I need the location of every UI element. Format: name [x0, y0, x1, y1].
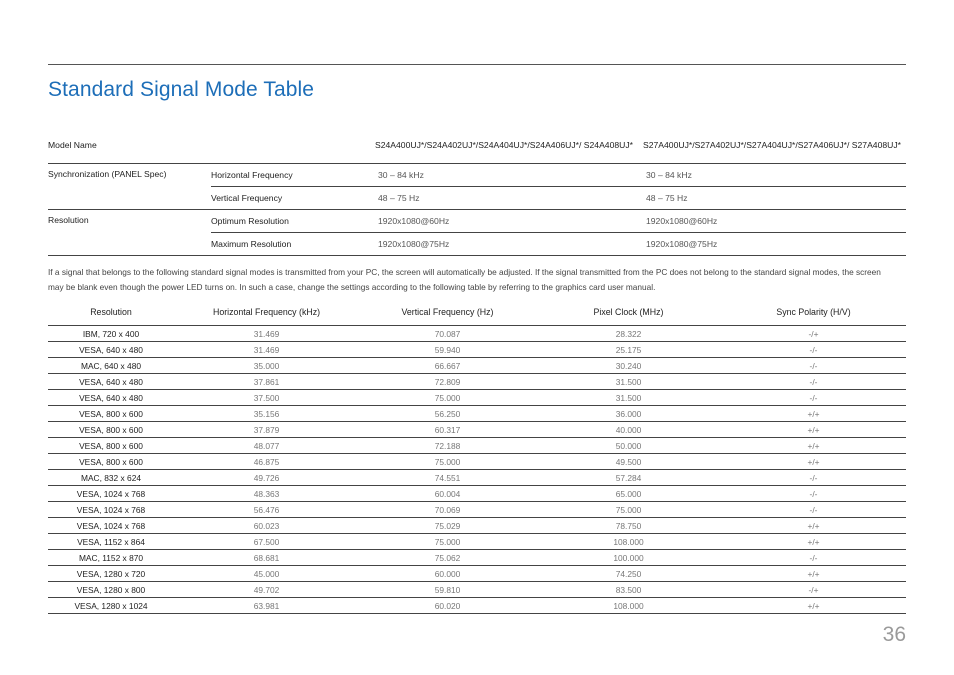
cell-vertical-frequency: 66.667 [359, 358, 536, 374]
cell-resolution: VESA, 1280 x 800 [48, 582, 174, 598]
cell-resolution: MAC, 640 x 480 [48, 358, 174, 374]
table-row [48, 502, 906, 518]
cell-pixel-clock: 49.500 [536, 454, 721, 470]
optimum-resolution-label: Optimum Resolution [211, 210, 375, 233]
cell-pixel-clock: 108.000 [536, 534, 721, 550]
cell-vertical-frequency: 75.000 [359, 390, 536, 406]
table-row [48, 358, 906, 374]
resolution-label: Resolution [48, 210, 211, 256]
spec-row-model [48, 127, 906, 164]
cell-vertical-frequency: 60.020 [359, 598, 536, 614]
cell-sync-polarity: -/- [721, 390, 906, 406]
cell-pixel-clock: 28.322 [536, 326, 721, 342]
table-row [48, 598, 906, 614]
cell-sync-polarity: +/+ [721, 438, 906, 454]
header-resolution: Resolution [48, 299, 174, 326]
cell-vertical-frequency: 75.029 [359, 518, 536, 534]
cell-resolution: MAC, 832 x 624 [48, 470, 174, 486]
cell-sync-polarity: -/+ [721, 326, 906, 342]
cell-horizontal-frequency: 31.469 [174, 326, 359, 342]
cell-pixel-clock: 75.000 [536, 502, 721, 518]
maximum-resolution-label: Maximum Resolution [211, 233, 375, 256]
signal-mode-rows [48, 326, 906, 614]
cell-vertical-frequency: 72.188 [359, 438, 536, 454]
cell-sync-polarity: +/+ [721, 454, 906, 470]
cell-sync-polarity: +/+ [721, 406, 906, 422]
hfreq-b: 30 – 84 kHz [643, 164, 906, 187]
cell-resolution: VESA, 800 x 600 [48, 406, 174, 422]
spec-row-hfreq [48, 164, 906, 187]
cell-resolution: VESA, 1152 x 864 [48, 534, 174, 550]
vfreq-a: 48 – 75 Hz [375, 187, 643, 210]
cell-resolution: VESA, 640 x 480 [48, 374, 174, 390]
cell-horizontal-frequency: 35.000 [174, 358, 359, 374]
header-horizontal-frequency: Horizontal Frequency (kHz) [174, 299, 359, 326]
maximum-resolution-b: 1920x1080@75Hz [643, 233, 906, 256]
cell-sync-polarity: -/- [721, 486, 906, 502]
cell-vertical-frequency: 60.000 [359, 566, 536, 582]
cell-sync-polarity: +/+ [721, 598, 906, 614]
cell-sync-polarity: +/+ [721, 518, 906, 534]
cell-pixel-clock: 30.240 [536, 358, 721, 374]
cell-vertical-frequency: 74.551 [359, 470, 536, 486]
spec-empty-cell [211, 127, 375, 164]
cell-resolution: MAC, 1152 x 870 [48, 550, 174, 566]
cell-vertical-frequency: 75.000 [359, 454, 536, 470]
maximum-resolution-a: 1920x1080@75Hz [375, 233, 643, 256]
table-row [48, 470, 906, 486]
cell-pixel-clock: 31.500 [536, 374, 721, 390]
cell-vertical-frequency: 60.004 [359, 486, 536, 502]
cell-horizontal-frequency: 67.500 [174, 534, 359, 550]
cell-resolution: VESA, 640 x 480 [48, 342, 174, 358]
cell-sync-polarity: +/+ [721, 566, 906, 582]
table-row [48, 406, 906, 422]
cell-resolution: VESA, 1024 x 768 [48, 486, 174, 502]
cell-sync-polarity: -/- [721, 502, 906, 518]
spec-row-opt [48, 210, 906, 233]
cell-resolution: VESA, 800 x 600 [48, 438, 174, 454]
table-row [48, 454, 906, 470]
cell-pixel-clock: 108.000 [536, 598, 721, 614]
cell-horizontal-frequency: 48.363 [174, 486, 359, 502]
table-row [48, 390, 906, 406]
table-row [48, 374, 906, 390]
cell-resolution: VESA, 1280 x 720 [48, 566, 174, 582]
cell-pixel-clock: 31.500 [536, 390, 721, 406]
hfreq-a: 30 – 84 kHz [375, 164, 643, 187]
model-name-label: Model Name [48, 127, 211, 164]
cell-horizontal-frequency: 56.476 [174, 502, 359, 518]
cell-resolution: IBM, 720 x 400 [48, 326, 174, 342]
cell-sync-polarity: -/- [721, 358, 906, 374]
cell-sync-polarity: -/+ [721, 582, 906, 598]
cell-pixel-clock: 83.500 [536, 582, 721, 598]
cell-horizontal-frequency: 49.702 [174, 582, 359, 598]
cell-pixel-clock: 74.250 [536, 566, 721, 582]
header-vertical-frequency: Vertical Frequency (Hz) [359, 299, 536, 326]
cell-horizontal-frequency: 60.023 [174, 518, 359, 534]
cell-vertical-frequency: 75.000 [359, 534, 536, 550]
cell-vertical-frequency: 70.069 [359, 502, 536, 518]
cell-pixel-clock: 100.000 [536, 550, 721, 566]
header-pixel-clock: Pixel Clock (MHz) [536, 299, 721, 326]
cell-resolution: VESA, 1280 x 1024 [48, 598, 174, 614]
cell-sync-polarity: +/+ [721, 534, 906, 550]
table-row [48, 326, 906, 342]
cell-horizontal-frequency: 37.879 [174, 422, 359, 438]
cell-sync-polarity: +/+ [721, 422, 906, 438]
optimum-resolution-b: 1920x1080@60Hz [643, 210, 906, 233]
page-title: Standard Signal Mode Table [48, 78, 315, 101]
vfreq-b: 48 – 75 Hz [643, 187, 906, 210]
cell-pixel-clock: 65.000 [536, 486, 721, 502]
cell-pixel-clock: 36.000 [536, 406, 721, 422]
cell-horizontal-frequency: 63.981 [174, 598, 359, 614]
cell-horizontal-frequency: 31.469 [174, 342, 359, 358]
signal-mode-table [48, 299, 906, 614]
cell-horizontal-frequency: 45.000 [174, 566, 359, 582]
cell-vertical-frequency: 56.250 [359, 406, 536, 422]
page-number: 36 [882, 623, 906, 646]
optimum-resolution-a: 1920x1080@60Hz [375, 210, 643, 233]
signal-mode-header-row [48, 299, 906, 326]
cell-horizontal-frequency: 49.726 [174, 470, 359, 486]
model-name-b: S27A400UJ*/S27A402UJ*/S27A404UJ*/S27A406UJ*/ S27A408UJ* [643, 127, 906, 164]
cell-vertical-frequency: 72.809 [359, 374, 536, 390]
cell-sync-polarity: -/- [721, 342, 906, 358]
sync-label: Synchronization (PANEL Spec) [48, 164, 211, 210]
hfreq-label: Horizontal Frequency [211, 164, 375, 187]
cell-resolution: VESA, 800 x 600 [48, 454, 174, 470]
table-row [48, 534, 906, 550]
top-rule [48, 64, 906, 65]
cell-horizontal-frequency: 68.681 [174, 550, 359, 566]
cell-horizontal-frequency: 48.077 [174, 438, 359, 454]
cell-pixel-clock: 25.175 [536, 342, 721, 358]
cell-pixel-clock: 50.000 [536, 438, 721, 454]
cell-sync-polarity: -/- [721, 374, 906, 390]
table-row [48, 566, 906, 582]
cell-sync-polarity: -/- [721, 470, 906, 486]
table-row [48, 518, 906, 534]
spec-table [48, 127, 906, 256]
cell-horizontal-frequency: 46.875 [174, 454, 359, 470]
header-sync-polarity: Sync Polarity (H/V) [721, 299, 906, 326]
cell-vertical-frequency: 59.810 [359, 582, 536, 598]
table-row [48, 550, 906, 566]
cell-vertical-frequency: 60.317 [359, 422, 536, 438]
cell-resolution: VESA, 640 x 480 [48, 390, 174, 406]
cell-pixel-clock: 78.750 [536, 518, 721, 534]
table-row [48, 422, 906, 438]
table-row [48, 486, 906, 502]
cell-vertical-frequency: 75.062 [359, 550, 536, 566]
table-row [48, 582, 906, 598]
cell-horizontal-frequency: 37.861 [174, 374, 359, 390]
cell-pixel-clock: 40.000 [536, 422, 721, 438]
cell-horizontal-frequency: 37.500 [174, 390, 359, 406]
table-row [48, 342, 906, 358]
cell-resolution: VESA, 1024 x 768 [48, 502, 174, 518]
cell-pixel-clock: 57.284 [536, 470, 721, 486]
cell-vertical-frequency: 70.087 [359, 326, 536, 342]
cell-resolution: VESA, 800 x 600 [48, 422, 174, 438]
model-name-a: S24A400UJ*/S24A402UJ*/S24A404UJ*/S24A406UJ*/ S24A408UJ* [375, 127, 643, 164]
cell-horizontal-frequency: 35.156 [174, 406, 359, 422]
cell-sync-polarity: -/- [721, 550, 906, 566]
signal-mode-note: If a signal that belongs to the following standard signal modes is transmitted from your PC, the screen will automatically be adjusted. If the signal transmitted from the PC does not belong to the standard signal modes, the screen may be blank even though the power LED turns on. In such a case, change the settings according to the following table by referring to the graphics card user manual. [48, 267, 881, 292]
cell-vertical-frequency: 59.940 [359, 342, 536, 358]
table-row [48, 438, 906, 454]
cell-resolution: VESA, 1024 x 768 [48, 518, 174, 534]
vfreq-label: Vertical Frequency [211, 187, 375, 210]
